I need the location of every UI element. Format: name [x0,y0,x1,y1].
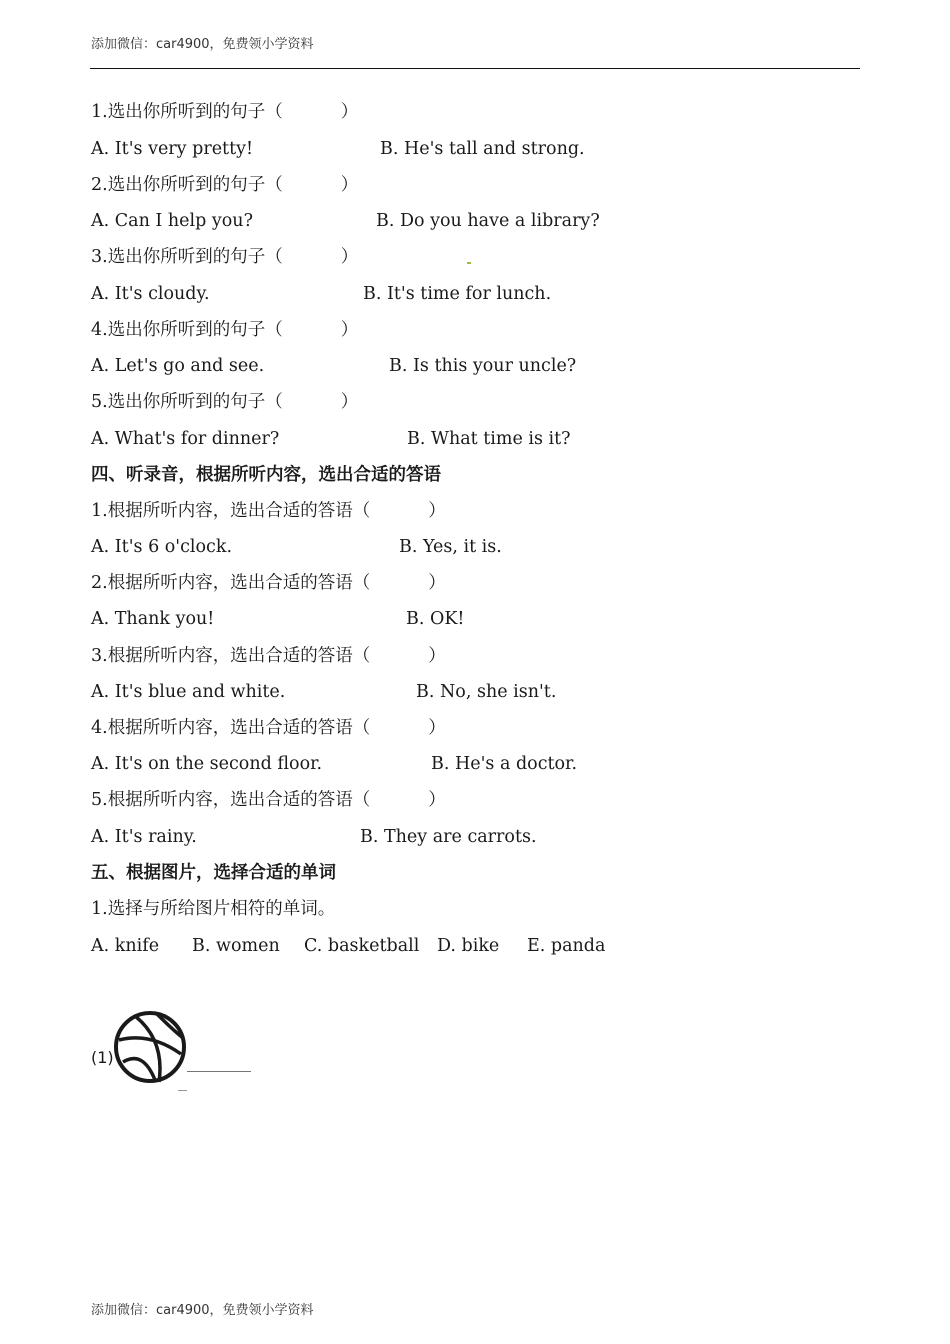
option-b: B. No, she isn't. [416,682,557,702]
option-b: B. Is this your uncle? [389,356,577,376]
s3-q5-prompt: 5.选出你所听到的句子（ ） [91,392,359,412]
word-option: B. women [192,936,280,956]
option-b: B. Do you have a library? [376,211,600,231]
option-b: B. Yes, it is. [399,537,502,557]
s3-q4-options [91,355,577,377]
s4-q3-prompt: 3.根据所听内容，选出合适的答语（ ） [91,646,446,666]
answer-blank: ________ [187,1053,251,1072]
s3-q3-options [91,283,552,305]
s4-q4-options [91,753,578,775]
s3-q5-options [91,428,571,450]
s4-q5-prompt: 5.根据所听内容，选出合适的答语（ ） [91,790,446,810]
option-a: A. It's very pretty! [91,139,254,159]
header-note: 添加微信：car4900，免费领小学资料 [91,37,314,52]
option-a: A. It's cloudy. [91,284,210,304]
option-b: B. What time is it? [407,429,571,449]
basketball-icon [113,1010,187,1084]
s3-q2-options [91,210,600,232]
s4-q5-options [91,826,537,848]
footer-note: 添加微信：car4900，免费领小学资料 [91,1303,314,1318]
option-a: A. What's for dinner? [91,429,280,449]
s4-q2-prompt: 2.根据所听内容，选出合适的答语（ ） [91,573,446,593]
option-b: B. He's a doctor. [431,754,578,774]
s3-q1-prompt: 1.选出你所听到的句子（ ） [91,102,359,122]
image-handle [178,1090,187,1091]
s3-q4-prompt: 4.选出你所听到的句子（ ） [91,320,359,340]
option-b: B. OK! [406,609,465,629]
s3-q3-prompt: 3.选出你所听到的句子（ ） [91,247,359,267]
s3-q1-options [91,138,585,160]
word-option: A. knife [91,936,160,956]
section5-heading: 五、根据图片，选择合适的单词 [91,863,336,883]
option-a: A. It's on the second floor. [91,754,323,774]
item-label: (1) [91,1048,114,1067]
section5-instruction: 1.选择与所给图片相符的单词。 [91,899,336,919]
s4-q4-prompt: 4.根据所听内容，选出合适的答语（ ） [91,718,446,738]
stray-mark [467,262,471,264]
option-a: A. It's rainy. [91,827,197,847]
option-a: A. Can I help you? [91,211,253,231]
s4-q3-options [91,681,557,703]
s3-q2-prompt: 2.选出你所听到的句子（ ） [91,175,359,195]
s4-q1-prompt: 1.根据所听内容，选出合适的答语（ ） [91,501,446,521]
word-option: E. panda [527,936,606,956]
section4-heading: 四、听录音，根据所听内容，选出合适的答语 [91,465,441,485]
header-divider [90,68,860,69]
option-b: B. It's time for lunch. [363,284,552,304]
word-option: D. bike [437,936,500,956]
s4-q1-options [91,536,502,558]
option-a: A. It's blue and white. [91,682,286,702]
word-option: C. basketball [304,936,420,956]
option-b: B. They are carrots. [360,827,537,847]
option-b: B. He's tall and strong. [380,139,585,159]
option-a: A. Let's go and see. [91,356,265,376]
option-a: A. It's 6 o'clock. [91,537,233,557]
option-a: A. Thank you! [91,609,215,629]
s4-q2-options [91,608,465,630]
